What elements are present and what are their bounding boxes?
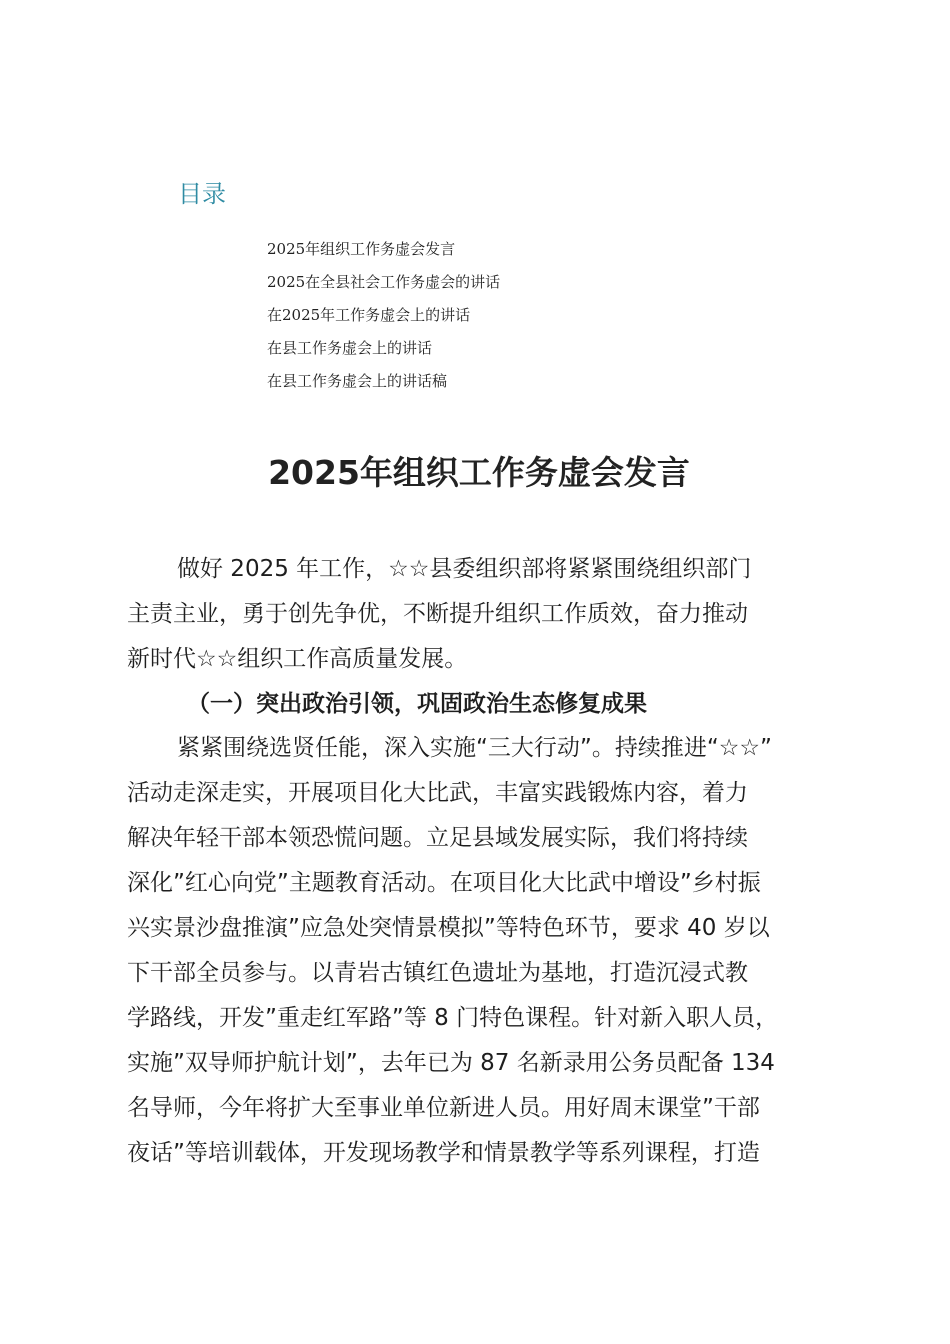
paragraph-line: 名导师，今年将扩大至事业单位新进人员。用好周末课堂”干部 xyxy=(127,1095,760,1121)
paragraph-line: 做好 2025 年工作，☆☆县委组织部将紧紧围绕组织部门 xyxy=(177,556,752,582)
intro-paragraph xyxy=(127,547,847,682)
section-paragraph xyxy=(127,726,847,1176)
toc-heading: 目录 xyxy=(178,180,226,208)
paragraph-line: 夜话”等培训载体，开发现场教学和情景教学等系列课程，打造 xyxy=(127,1140,760,1166)
paragraph-line: 实施”双导师护航计划”，去年已为 87 名新录用公务员配备 134 xyxy=(127,1050,775,1076)
paragraph-line: 活动走深走实，开展项目化大比武，丰富实践锻炼内容，着力 xyxy=(127,780,748,806)
section-heading: （一）突出政治引领，巩固政治生态修复成果 xyxy=(187,691,647,717)
toc-item-5[interactable]: 在县工作务虚会上的讲话稿 xyxy=(267,372,448,390)
paragraph-line: 解决年轻干部本领恐慌问题。立足县域发展实际，我们将持续 xyxy=(127,825,748,851)
paragraph-line: 学路线，开发”重走红军路”等 8 门特色课程。针对新入职人员， xyxy=(127,1005,779,1031)
toc-item-3[interactable]: 在2025年工作务虚会上的讲话 xyxy=(267,306,471,324)
toc-item-1[interactable]: 2025年组织工作务虚会发言 xyxy=(267,240,456,258)
paragraph-line: 兴实景沙盘推演”应急处突情景模拟”等特色环节，要求 40 岁以 xyxy=(127,915,770,941)
paragraph-line: 新时代☆☆组织工作高质量发展。 xyxy=(127,646,468,672)
toc-item-4[interactable]: 在县工作务虚会上的讲话 xyxy=(267,339,433,357)
paragraph-line: 深化”红心向党”主题教育活动。在项目化大比武中增设”乡村振 xyxy=(127,870,761,896)
paragraph-line: 紧紧围绕选贤任能，深入实施“三大行动”。持续推进“☆☆” xyxy=(177,735,772,761)
toc-item-2[interactable]: 2025在全县社会工作务虚会的讲话 xyxy=(267,273,501,291)
paragraph-line: 下干部全员参与。以青岩古镇红色遗址为基地，打造沉浸式教 xyxy=(127,960,748,986)
paragraph-line: 主责主业，勇于创先争优，不断提升组织工作质效，奋力推动 xyxy=(127,601,748,627)
toc-list xyxy=(267,236,500,401)
document-title: 2025年组织工作务虚会发言 xyxy=(268,453,690,492)
